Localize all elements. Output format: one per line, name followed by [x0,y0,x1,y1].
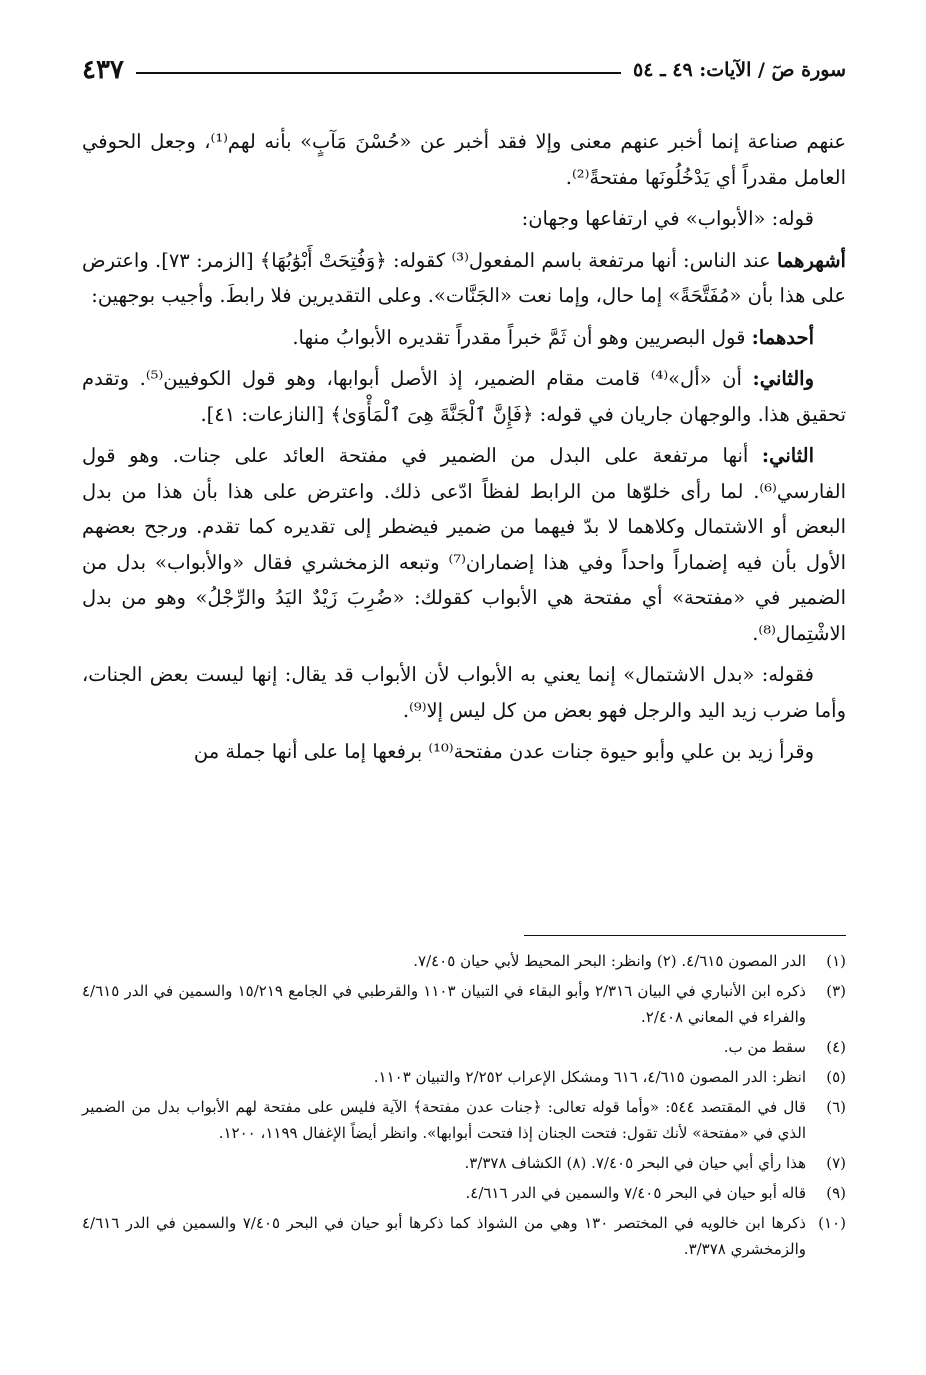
footnote-text: انظر: الدر المصون ٤/٦١٥، ٦١٦ ومشكل الإعراب ٢/٢٥٢ والتبيان ١١٠٣. [373,1068,806,1086]
footnote [82,1094,846,1146]
paragraph-text: وقرأ زيد بن علي وأبو حيوة جنات عدن مفتحة⁽¹⁰⁾ برفعها إما على أنها جملة من [193,740,814,763]
footnote-number: (١٠) [818,1214,846,1232]
paragraph-text: قول البصريين وهو أن ثَمَّ خبراً مقدراً تقديره الأبوابُ منها. [292,325,752,349]
footnote-text: هذا رأي أبي حيان في البحر ٧/٤٠٥. (٨) الكشاف ٣/٣٧٨. [464,1154,806,1172]
footnote [82,1150,846,1176]
page-number: ٤٣٧ [82,55,124,85]
footnote [82,978,846,1030]
paragraph [82,320,846,356]
paragraph-text: قوله: «الأبواب» في ارتفاعها وجهان: [521,207,814,230]
paragraph-lead: أحدهما: [751,325,814,349]
footnote-number: (٥) [826,1068,846,1086]
footnote-number: (٤) [826,1038,846,1056]
footnote [82,948,846,974]
paragraph-text: عنهم صناعة إنما أخبر عنهم معنى وإلا فقد أخبر عن «حُسْنَ مَآبٍ» بأنه لهم⁽¹⁾، وجعل الحوفي العامل مقدراً أي يَدْخُلُونَها مفتحةً⁽²⁾. [82,130,846,189]
footnote-text: ذكره ابن الأنباري في البيان ٢/٣١٦ وأبو البقاء في التبيان ١١٠٣ والقرطبي في الجامع ١٥/٢١٩ والسمين في الدر ٤/٦١٥ والفراء في المعاني ٢/٤٠٨. [82,982,806,1026]
paragraph [82,657,846,728]
footnote-number: (٩) [826,1184,846,1202]
paragraph-lead: الثاني: [761,444,814,467]
footnote [82,1064,846,1090]
paragraph [82,438,846,651]
main-text [82,124,846,776]
surah-title: سورة صٓ / الآيات: ٤٩ ـ ٥٤ [633,59,846,81]
footnote-text: الدر المصون ٤/٦١٥. (٢) وانظر: البحر المحيط لأبي حيان ٧/٤٠٥. [413,952,806,970]
paragraph-text: عند الناس: أنها مرتفعة باسم المفعول⁽³⁾ كقوله: ﴿وَفُتِحَتْ أَبْوَٰبُهَا﴾ [الزمر: ٧٣]. واعترض على هذا بأن «مُفَتَّحَةً» إما حال، وإما نعت «الجَنَّات». وعلى التقديرين فلا رابطَ. وأجيب بوجهين: [82,248,846,307]
footnote-text: سقط من ب. [723,1038,806,1056]
paragraph-lead: أشهرهما [776,248,846,272]
footnote-separator [524,935,846,936]
paragraph [82,243,846,314]
footnote-number: (١) [826,952,846,970]
paragraph [82,361,846,432]
paragraph [82,734,846,770]
paragraph-text: أنها مرتفعة على البدل من الضمير في مفتحة العائد على جنات. وهو قول الفارسي⁽⁶⁾. لما رأى خلوّها من الرابط لفظاً ادّعى ذلك. واعترض على هذا بأن هذا من بدل البعض أو الاشتمال وكلاهما لا بدّ فيهما من ضمير فيضطر إلى تقديره كما تقدم. ورجح بعضهم الأول بأن فيه إضماراً واحداً وفي هذا إضماران⁽⁷⁾ وتبعه الزمخشري فقال «والأبواب» بدل من الضمير في «مفتحة» أي مفتحة هي الأبواب كقولك: «ضُرِبَ زَيْدٌ اليَدُ والرِّجْلُ» وهو من بدل الاشْتِمال⁽⁸⁾. [82,444,846,645]
footnote [82,1034,846,1060]
footnotes [82,948,846,1266]
paragraph-text: أن «أل»⁽⁴⁾ قامت مقام الضمير، إذ الأصل أبوابها، وهو قول الكوفيين⁽⁵⁾. وتقدم تحقيق هذا. والوجهان جاريان في قوله: ﴿فَإِنَّ ٱلْجَنَّةَ هِىَ ٱلْمَأْوَىٰ﴾ [النازعات: ٤١]. [82,367,846,426]
running-header [82,52,846,88]
footnote-number: (٣) [826,982,846,1000]
footnote-number: (٧) [826,1154,846,1172]
footnote-number: (٦) [826,1098,846,1116]
paragraph [82,201,846,237]
footnote [82,1210,846,1262]
header-rule [136,72,621,74]
footnote [82,1180,846,1206]
footnote-text: ذكرها ابن خالويه في المختصر ١٣٠ وهي من الشواذ كما ذكرها أبو حيان في البحر ٧/٤٠٥ والسمين في الدر ٤/٦١٦ والزمخشري ٣/٣٧٨. [82,1214,806,1258]
paragraph-lead: والثاني: [752,367,814,390]
paragraph [82,124,846,195]
footnote-text: قاله أبو حيان في البحر ٧/٤٠٥ والسمين في الدر ٤/٦١٦. [465,1184,806,1202]
paragraph-text: فقوله: «بدل الاشتمال» إنما يعني به الأبواب لأن الأبواب قد يقال: إنها ليست بعض الجنات، وأما ضرب زيد اليد والرجل فهو بعض من كل ليس إلا⁽⁹⁾. [82,663,846,722]
footnote-text: قال في المقتصد ٥٤٤: «وأما قوله تعالى: ﴿جنات عدن مفتحة﴾ الآية فليس على مفتحة لهم الأبواب بدل من الضمير الذي في «مفتحة» لأنك تقول: فتحت الجنان إذا فتحت أبوابها». وانظر أيضاً الإغفال ١١٩٩، ١٢٠٠. [82,1098,806,1142]
